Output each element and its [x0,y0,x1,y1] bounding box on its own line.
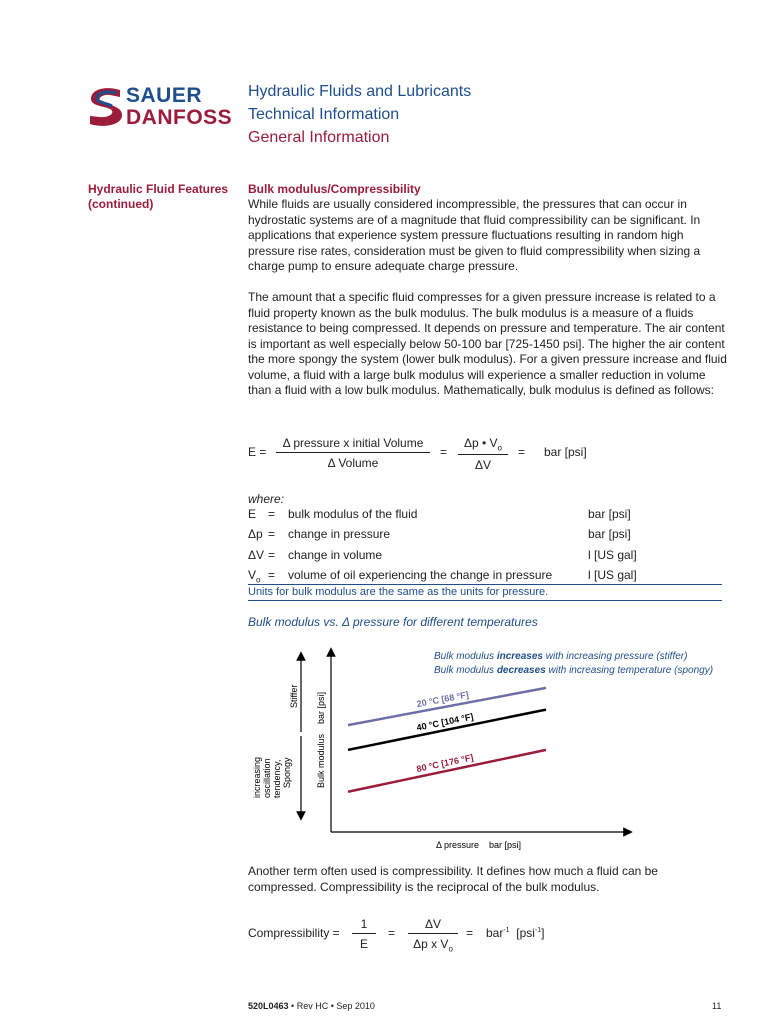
definition-unit: l [US gal] [588,547,637,562]
eq1-lhs: E = [248,445,267,459]
eq1-fraction-1 [276,436,430,470]
definition-row [248,507,648,527]
definition-symbol: E [248,507,257,521]
eq2-denominator-2: Δp x $V_o$ [408,933,458,953]
definition-equals: = [268,547,276,562]
section-title: Bulk modulus/Compressibility [248,182,421,196]
definition-row [248,527,648,547]
definition-description: change in volume [288,547,383,562]
eq1-equals-3: = [518,445,526,459]
logo-text-sauer: SAUER [126,84,203,107]
spongy-label-3: tendency, [272,759,282,798]
logo-emblem-icon [86,86,126,128]
definition-symbol: ΔV [248,547,265,562]
doc-title-2: Technical Information [248,106,400,123]
definition-row [248,548,648,568]
company-logo [86,86,236,132]
footer-doc-rev: • Rev HC • Sep 2010 [288,1001,375,1011]
series-label-2: 80 °C [176 °F] [415,752,475,775]
eq1-unit: bar [psi] [544,445,587,459]
definition-equals: = [268,507,276,521]
units-note: Units for bulk modulus are the same as the units for pressure. [248,584,722,601]
eq2-unit: bar$^{-1}$ [psi$^{-1}$] [486,926,545,940]
eq1-equals-2: = [440,445,448,459]
logo-text-danfoss: DANFOSS [126,106,233,129]
eq2-lhs: Compressibility = [248,926,340,940]
definition-unit: bar [psi] [588,527,631,542]
annotation-increases: Bulk modulus increases with increasing pressure (stiffer) [434,651,688,662]
eq1-numerator-2: Δp • $V_o$ [463,436,502,453]
side-heading-line1: Hydraulic Fluid Features [88,182,229,196]
definition-symbol: $V_o$ [248,568,261,585]
footer-doc-info [248,1001,375,1011]
eq1-denominator-2: ΔV [458,454,508,472]
eq2-numerator-2: ΔV [424,917,442,931]
series-line-2 [348,750,546,792]
eq2-equals-3: = [466,926,474,940]
spongy-label-4: Spongy [282,757,292,788]
where-label: where: [248,492,285,506]
doc-title-3: General Information [248,129,390,146]
bulk-modulus-chart [240,640,714,860]
chart-title: Bulk modulus vs. Δ pressure for different temperatures [248,615,538,629]
doc-title-1: Hydraulic Fluids and Lubricants [248,83,472,100]
page-number: 11 [712,1001,722,1011]
definition-description: bulk modulus of the fluid [288,507,418,521]
definitions-table [248,507,648,589]
eq2-fraction-1 [352,917,376,951]
footer-doc-code: 520L0463 [248,1001,289,1011]
side-heading [88,182,238,212]
series-label-1: 40 °C [104 °F] [415,711,475,733]
eq2-denominator-1: E [352,933,376,951]
definition-description: volume of oil experiencing the change in pressure [288,568,553,583]
annotation-decreases: Bulk modulus decreases with increasing temperature (spongy) [434,665,714,676]
side-heading-line2: (continued) [88,197,154,211]
definition-description: change in pressure [288,527,391,542]
eq2-equals-2: = [388,926,396,940]
paragraph-1: While fluids are usually considered incompressible, the pressures that can occur in hydrostatic systems are of a magnitude that fluid compressibility can be significant. In applications that experience system pressure fluctuations resulting in random high pressure rise rates, consideration must be given to fluid compressibility when sizing a charge pump to ensure adequate charge pressure. [248,197,701,273]
spongy-label-1: increasing [252,756,262,798]
spongy-label-2: oscillation [262,758,272,798]
eq1-numerator-1: Δ pressure x initial Volume [282,436,424,450]
paragraph-2: The amount that a specific fluid compresses for a given pressure increase is related to a fluid property known as the bulk modulus. The bulk modulus is a measure of a fluids resistance to being compressed. It depends on pressure and temperature. The air content is important as well especially below 50-100 bar [725-1450 psi]. The higher the air content the more spongy the system (lower bulk modulus). For a given pressure increase and fluid volume, a fluid with a large bulk modulus will experience a smaller reduction in volume than a fluid with a low bulk modulus. Mathematically, bulk modulus is defined as follows: [248,290,727,397]
stiffer-label: Stiffer [289,684,299,708]
definition-equals: = [268,527,276,542]
definition-symbol: Δp [248,527,263,542]
definition-unit: bar [psi] [588,507,631,521]
eq2-numerator-1: 1 [360,917,368,931]
eq1-fraction-2 [458,436,508,472]
eq1-denominator-1: Δ Volume [276,452,430,470]
definition-equals: = [268,568,276,583]
eq2-fraction-2 [408,917,458,953]
series-label-0: 20 °C [68 °F] [415,689,470,710]
x-axis-label: Δ pressure bar [psi] [436,840,522,850]
paragraph-3: Another term often used is compressibility. It defines how much a fluid can be compressed. Compressibility is the reciprocal of the bulk modulus. [248,864,658,894]
definition-unit: l [US gal] [588,568,637,583]
y-axis-label: Bulk modulus bar [psi] [316,691,326,788]
